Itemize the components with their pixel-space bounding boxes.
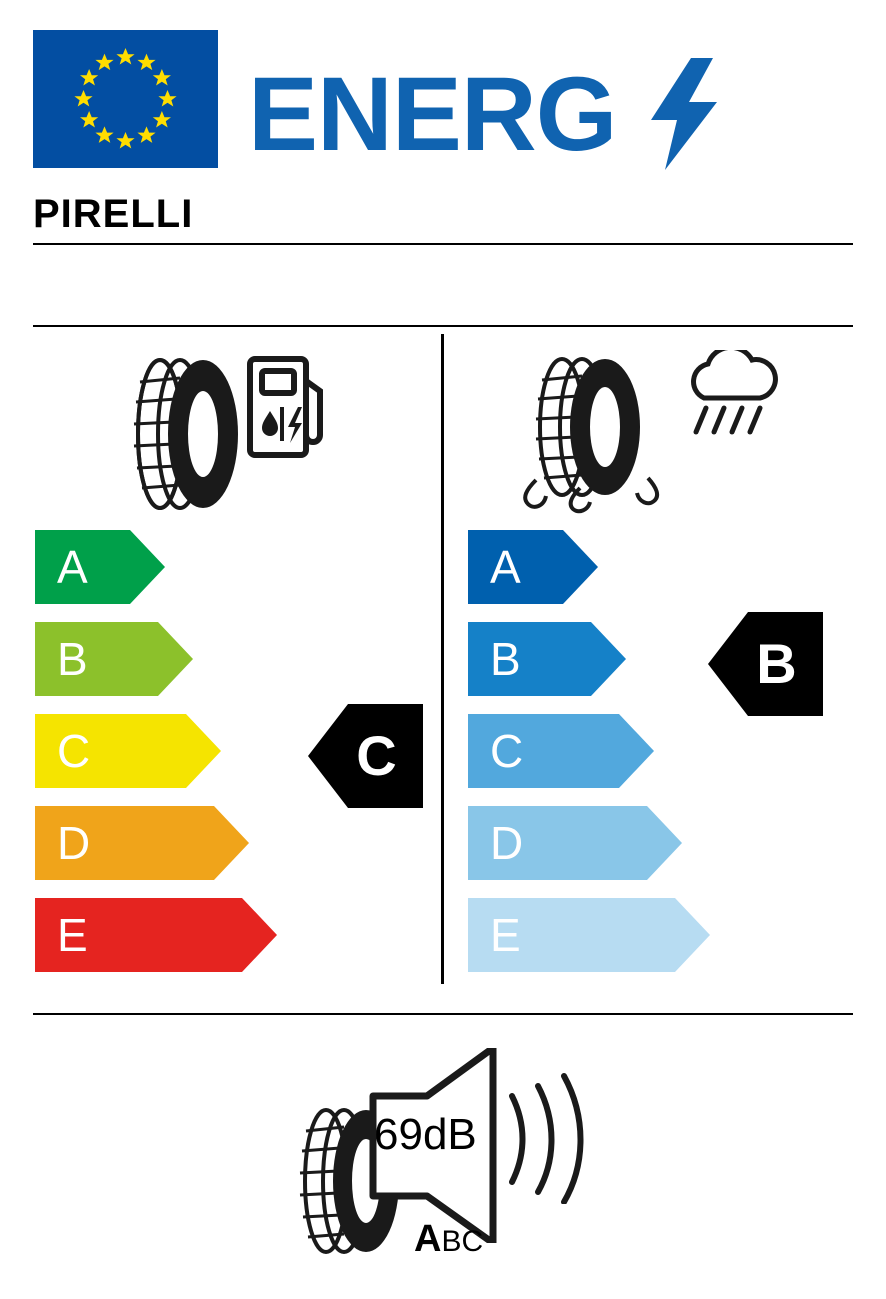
grade-row bbox=[468, 898, 768, 972]
fuel-pump-icon bbox=[246, 355, 326, 460]
noise-class-label bbox=[414, 1218, 483, 1261]
sound-waves-icon bbox=[502, 1072, 592, 1204]
grade-letter: D bbox=[57, 817, 91, 869]
grade-letter: B bbox=[490, 633, 521, 685]
lightning-bolt-icon bbox=[651, 58, 721, 168]
label-header bbox=[33, 30, 853, 173]
rain-cloud-icon bbox=[678, 350, 786, 450]
grade-letter: B bbox=[57, 633, 88, 685]
grade-letter: A bbox=[57, 541, 88, 593]
grade-letter: E bbox=[490, 909, 521, 961]
fuel-grade-scale bbox=[35, 530, 335, 990]
noise-db-value: 69dB bbox=[374, 1110, 477, 1159]
brand-name: PIRELLI bbox=[33, 192, 194, 236]
eu-stars bbox=[33, 30, 218, 168]
energy-wordmark: ENERG bbox=[248, 56, 617, 173]
grade-row bbox=[35, 806, 335, 880]
wet-grip-grade-scale bbox=[468, 530, 768, 990]
eu-flag-icon bbox=[33, 30, 218, 168]
noise-class-active: A bbox=[414, 1218, 442, 1260]
grade-bar-a bbox=[468, 530, 598, 604]
grade-letter: D bbox=[490, 817, 524, 869]
grade-bar-a bbox=[35, 530, 165, 604]
divider-between-sections bbox=[441, 334, 444, 984]
divider-under-brand bbox=[33, 243, 853, 245]
grade-letter: E bbox=[57, 909, 88, 961]
divider-above-noise bbox=[33, 1013, 853, 1015]
fuel-result-letter: C bbox=[356, 724, 397, 787]
grade-row bbox=[35, 714, 335, 788]
noise-class-inactive: BC bbox=[441, 1225, 484, 1258]
grade-row bbox=[35, 530, 335, 604]
wet-grip-result-letter: B bbox=[756, 632, 797, 695]
grade-row bbox=[35, 898, 335, 972]
wet-grip-result-marker bbox=[708, 612, 823, 716]
grade-row bbox=[468, 806, 768, 880]
divider-above-sections bbox=[33, 325, 853, 327]
grade-row bbox=[468, 714, 768, 788]
fuel-result-marker bbox=[308, 704, 423, 808]
grade-row bbox=[468, 530, 768, 604]
grade-letter: C bbox=[490, 725, 524, 777]
grade-row bbox=[35, 622, 335, 696]
grade-letter: C bbox=[57, 725, 91, 777]
grade-letter: A bbox=[490, 541, 521, 593]
